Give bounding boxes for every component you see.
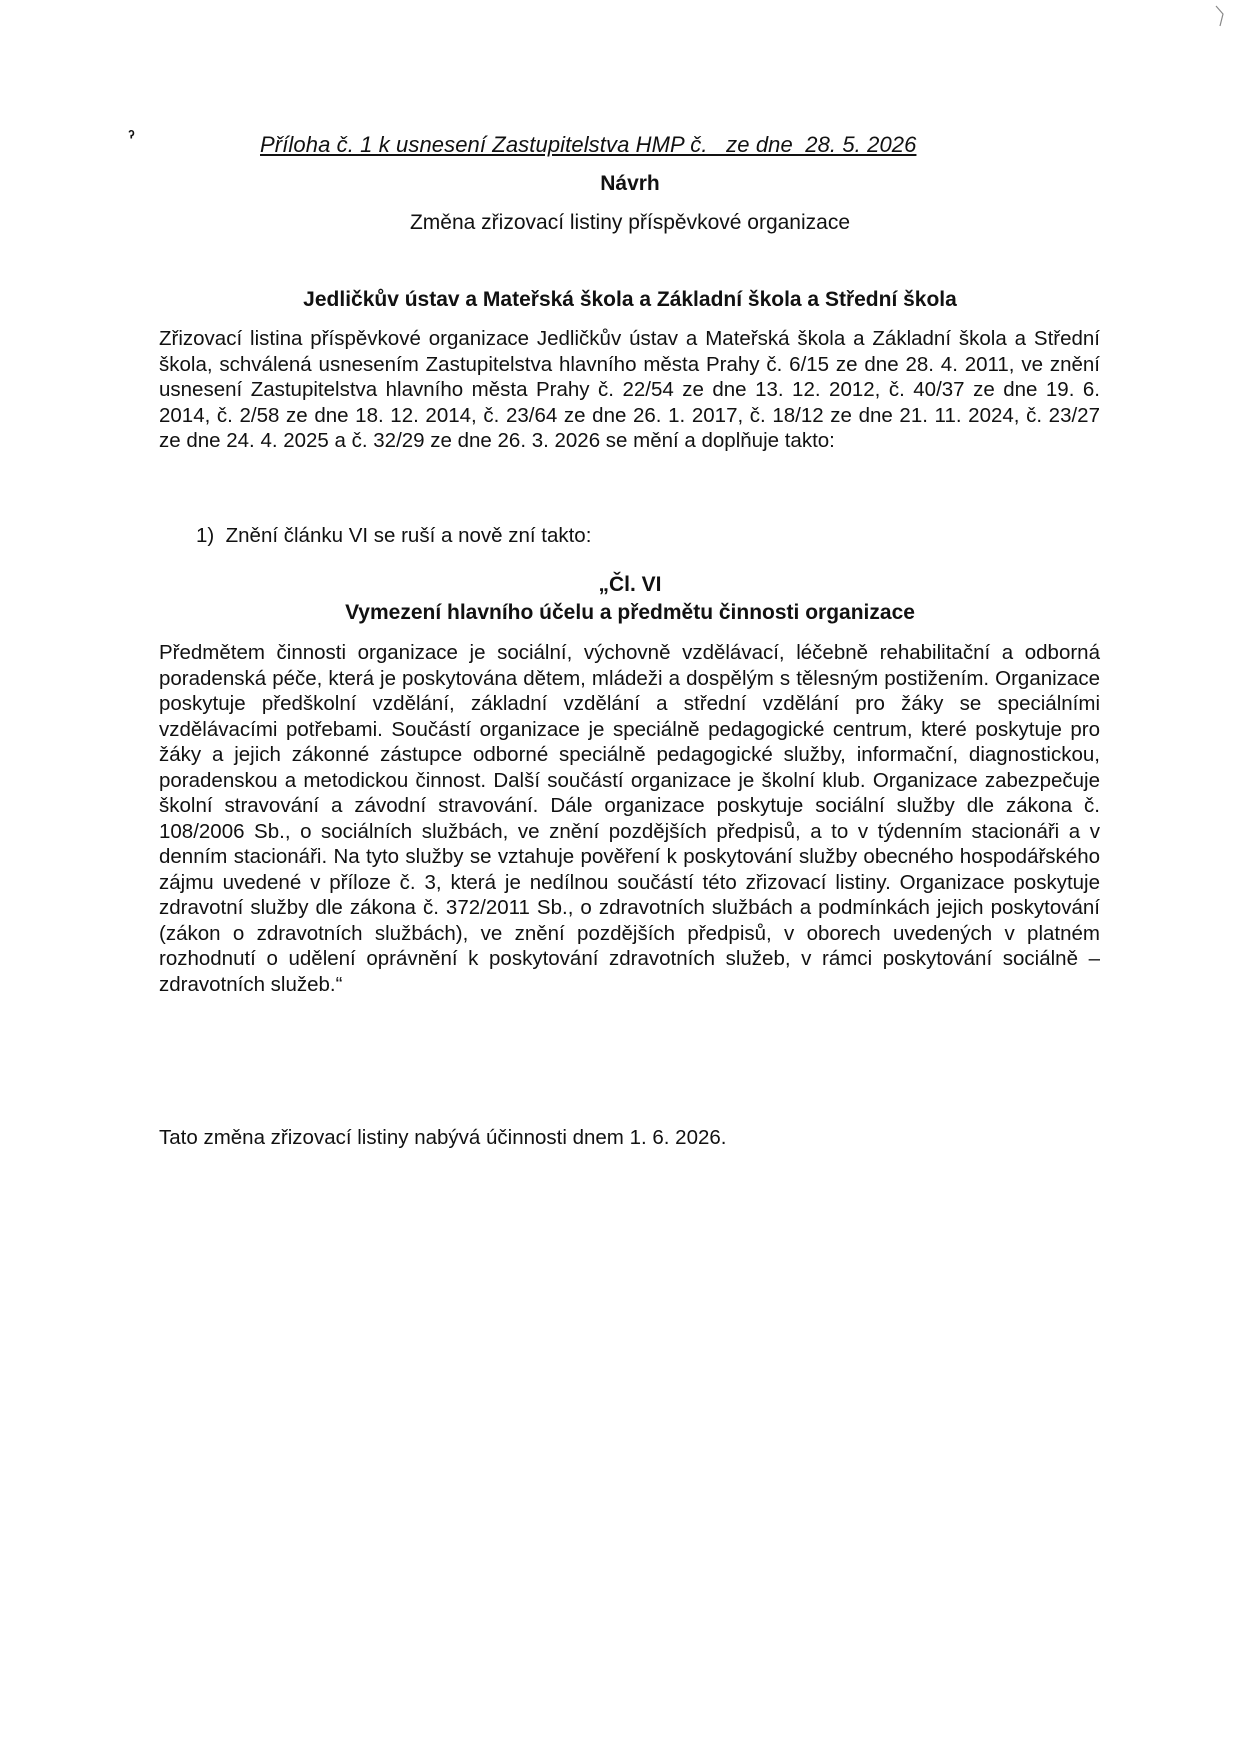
intro-paragraph: Zřizovací listina příspěvkové organizace Jedličkův ústav a Mateřská škola a Základní škola a Střední škola, schválená usnesením Zastupitelstva hlavního města Prahy č. 6/15 ze dne 28. 4. 2011, ve znění usnesení Zastupitelstva hlavního města Prahy č. 22/54 ze dne 13. 12. 2012, č. 40/37 ze dne 19. 6. 2014, č. 2/58 ze dne 18. 12. 2014, č. 23/64 ze dne 26. 1. 2017, č. 18/12 ze dne 21. 11. 2024, č. 23/27 ze dne 24. 4. 2025 a č. 32/29 ze dne 26. 3. 2026 se mění a doplňuje takto: (159, 327, 1100, 452)
scan-edge-mark (1215, 4, 1225, 28)
effective-date-text: Tato změna zřizovací listiny nabývá účinnosti dnem 1. 6. 2026. (159, 1126, 727, 1149)
document-subtitle: Změna zřizovací listiny příspěvkové organizace (409, 211, 850, 234)
article-number: „Čl. VI (598, 573, 662, 596)
scan-mark: ˀ (128, 127, 135, 147)
annex-title: Příloha č. 1 k usnesení Zastupitelstva HMP č. ze dne 28. 5. 2026 (260, 132, 917, 157)
article-title: Vymezení hlavního účelu a předmětu činnosti organizace (345, 601, 915, 624)
organization-name: Jedličkův ústav a Mateřská škola a Základní škola a Střední škola (303, 288, 957, 311)
proposal-label: Návrh (600, 172, 660, 195)
article-text: Předmětem činnosti organizace je sociální, výchovně vzdělávací, léčebně rehabilitační a odborná poradenská péče, která je poskytována dětem, mládeži a dospělým s tělesným postižením. Organizace poskytuje předškolní vzdělání, základní vzdělání a střední vzdělání pro žáky se speciálními vzdělávacími potřebami. Součástí organizace je speciálně pedagogické centrum, které poskytuje pro žáky a jejich zákonné zástupce odborné speciálně pedagogické služby, informační, diagnostickou, poradenskou a metodickou činnost. Další součástí organizace je školní klub. Organizace zabezpečuje školní stravování a závodní stravování. Dále organizace poskytuje sociální služby dle zákona č. 108/2006 Sb., o sociálních službách, ve znění pozdějších předpisů, a to v týdenním stacionáři a v denním stacionáři. Na tyto služby se vztahuje pověření k poskytování služby obecného hospodářského zájmu uvedené v příloze č. 3, která je nedílnou součástí této zřizovací listiny. Organizace poskytuje zdravotní služby dle zákona č. 372/2011 Sb., o zdravotních službách a podmínkách jejich poskytování (zákon o zdravotních službách), ve znění pozdějších předpisů, v oborech uvedených v platném rozhodnutí o udělení oprávnění k poskytování zdravotních služeb, v rámci poskytování sociálně – zdravotních služeb.“ (159, 641, 1100, 996)
change-item: 1) Znění článku VI se ruší a nově zní takto: (196, 524, 592, 547)
